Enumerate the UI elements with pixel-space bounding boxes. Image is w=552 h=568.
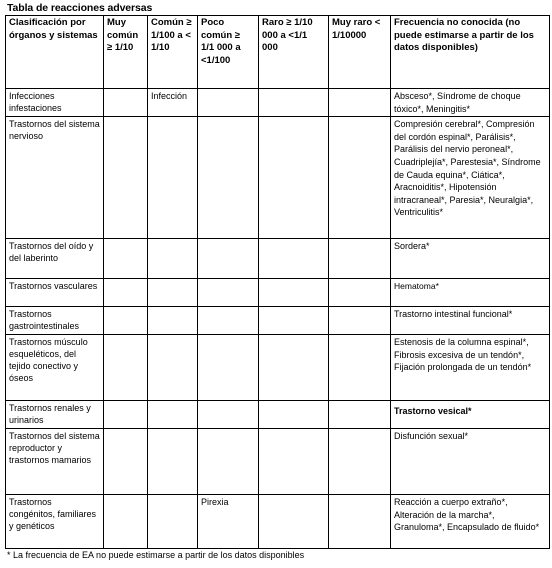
uncommon-cell: Pirexia: [198, 495, 259, 549]
empty-cell: [259, 335, 329, 401]
table-row: [6, 117, 550, 239]
organ-cell: Infecciones infestaciones: [6, 89, 104, 117]
organ-cell: Trastornos del sistema nervioso: [6, 117, 104, 239]
common-cell: [148, 239, 198, 279]
empty-cell: [104, 239, 148, 279]
header-uncommon: Poco común ≥ 1/1 000 a <1/100: [198, 16, 259, 89]
empty-cell: [329, 495, 391, 549]
empty-cell: [259, 89, 329, 117]
empty-cell: [329, 117, 391, 239]
unknown-cell: Disfunción sexual*: [391, 429, 550, 495]
header-very-common: Muy común ≥ 1/10: [104, 16, 148, 89]
header-row: [6, 16, 550, 89]
adverse-reactions-table: [5, 15, 550, 549]
unknown-cell: Estenosis de la columna espinal*, Fibrosis excesiva de un tendón*, Fijación prolongada de un tendón*: [391, 335, 550, 401]
common-cell: [148, 335, 198, 401]
organ-cell: Trastornos músculo esqueléticos, del tejido conectivo y óseos: [6, 335, 104, 401]
unknown-cell: Sordera*: [391, 239, 550, 279]
table-row: [6, 89, 550, 117]
empty-cell: [259, 117, 329, 239]
empty-cell: [104, 335, 148, 401]
table-row: [6, 429, 550, 495]
uncommon-cell: [198, 279, 259, 307]
common-cell: [148, 429, 198, 495]
empty-cell: [259, 401, 329, 429]
uncommon-cell: [198, 89, 259, 117]
unknown-cell: Absceso*, Síndrome de choque tóxico*, Meningitis*: [391, 89, 550, 117]
empty-cell: [259, 279, 329, 307]
empty-cell: [329, 401, 391, 429]
organ-cell: Trastornos del sistema reproductor y trastornos mamarios: [6, 429, 104, 495]
table-row: [6, 239, 550, 279]
empty-cell: [259, 429, 329, 495]
table-row: [6, 335, 550, 401]
organ-cell: Trastornos congénitos, familiares y genéticos: [6, 495, 104, 549]
empty-cell: [104, 117, 148, 239]
empty-cell: [329, 89, 391, 117]
table-title: Tabla de reacciones adversas: [7, 2, 153, 14]
header-rare: Raro ≥ 1/10 000 a <1/1 000: [259, 16, 329, 89]
common-cell: [148, 401, 198, 429]
empty-cell: [329, 429, 391, 495]
empty-cell: [329, 239, 391, 279]
unknown-cell: Trastorno vesical*: [391, 401, 550, 429]
uncommon-cell: [198, 429, 259, 495]
empty-cell: [259, 307, 329, 335]
header-organ: Clasificación por órganos y sistemas: [6, 16, 104, 89]
empty-cell: [329, 307, 391, 335]
empty-cell: [259, 495, 329, 549]
common-cell: [148, 117, 198, 239]
uncommon-cell: [198, 117, 259, 239]
organ-cell: Trastornos vasculares: [6, 279, 104, 307]
table-row: [6, 307, 550, 335]
organ-cell: Trastornos del oído y del laberinto: [6, 239, 104, 279]
common-cell: [148, 279, 198, 307]
uncommon-cell: [198, 401, 259, 429]
common-cell: [148, 495, 198, 549]
table-row: [6, 279, 550, 307]
empty-cell: [329, 335, 391, 401]
uncommon-cell: [198, 307, 259, 335]
common-cell: [148, 307, 198, 335]
empty-cell: [104, 89, 148, 117]
empty-cell: [104, 495, 148, 549]
empty-cell: [259, 239, 329, 279]
unknown-cell: Compresión cerebral*, Compresión del cordón espinal*, Parálisis*, Parálisis del nervio peroneal*, Cuadriplejía*, Parestesia*, Síndrome de Cauda equina*, Ciática*, Aracnoiditis*, Hipotensión intracraneal*, Paresia*, Neuralgia*, Ventriculitis*: [391, 117, 550, 239]
table-row: [6, 495, 550, 549]
empty-cell: [104, 279, 148, 307]
header-very-rare: Muy raro < 1/10000: [329, 16, 391, 89]
unknown-cell: Trastorno intestinal funcional*: [391, 307, 550, 335]
uncommon-cell: [198, 335, 259, 401]
header-unknown: Frecuencia no conocida (no puede estimarse a partir de los datos disponibles): [391, 16, 550, 89]
empty-cell: [104, 307, 148, 335]
empty-cell: [104, 429, 148, 495]
header-common: Común ≥ 1/100 a < 1/10: [148, 16, 198, 89]
organ-cell: Trastornos gastrointestinales: [6, 307, 104, 335]
footnote: * La frecuencia de EA no puede estimarse a partir de los datos disponibles: [7, 550, 305, 560]
table-row: [6, 401, 550, 429]
unknown-cell: Hematoma*: [391, 279, 550, 307]
empty-cell: [329, 279, 391, 307]
uncommon-cell: [198, 239, 259, 279]
empty-cell: [104, 401, 148, 429]
organ-cell: Trastornos renales y urinarios: [6, 401, 104, 429]
unknown-cell: Reacción a cuerpo extraño*, Alteración de la marcha*, Granuloma*, Encapsulado de fluido*: [391, 495, 550, 549]
common-cell: Infección: [148, 89, 198, 117]
